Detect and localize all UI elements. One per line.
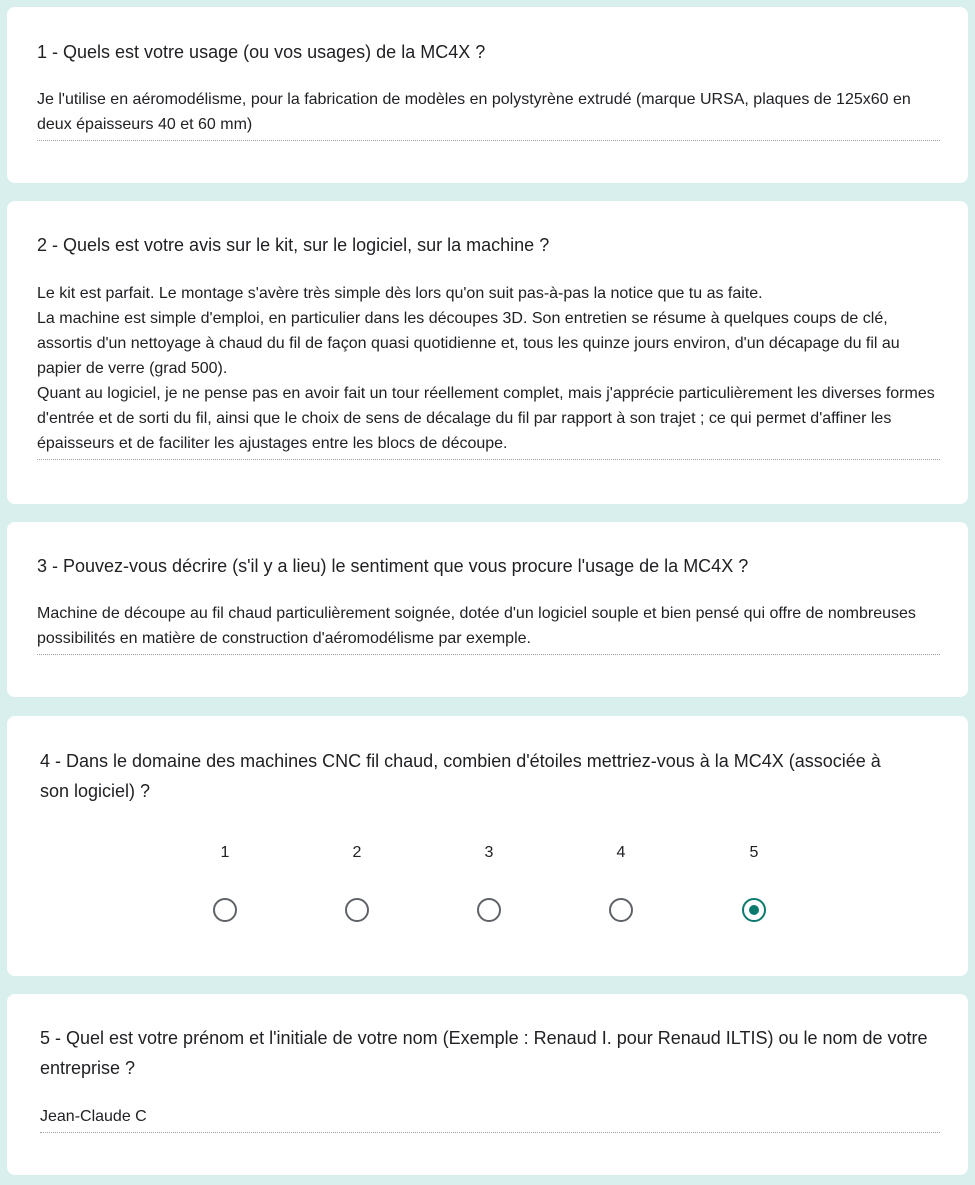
question-card-2 — [7, 201, 968, 504]
question-card-4 — [7, 716, 968, 976]
question-title-3: 3 - Pouvez-vous décrire (s'il y a lieu) le sentiment que vous procure l'usage de la MC4X ? — [37, 556, 749, 576]
question-title-2: 2 - Quels est votre avis sur le kit, sur le logiciel, sur la machine ? — [37, 235, 550, 255]
question-card-5 — [7, 994, 968, 1175]
answer-text-5: Jean-Claude C — [40, 1104, 940, 1133]
scale-radio-4[interactable] — [609, 898, 633, 922]
answer-text-1: Je l'utilise en aéromodélisme, pour la fabrication de modèles en polystyrène extrudé (marque URSA, plaques de 125x60 en deux épaisseurs 40 et 60 mm) — [37, 87, 940, 141]
scale-label-3: 3 — [484, 844, 494, 861]
scale-radio-2[interactable] — [345, 898, 369, 922]
question-card-1 — [7, 7, 968, 183]
scale-radio-5[interactable] — [742, 898, 766, 922]
linear-scale-labels — [7, 838, 968, 868]
linear-scale-radios — [7, 896, 968, 926]
scale-label-2: 2 — [352, 844, 362, 861]
answer-text-3: Machine de découpe au fil chaud particulièrement soignée, dotée d'un logiciel souple et bien pensé qui offre de nombreuses possibilités en matière de construction d'aéromodélisme par exemple. — [37, 601, 940, 655]
scale-label-1: 1 — [220, 844, 230, 861]
scale-radio-3[interactable] — [477, 898, 501, 922]
answer-text-2: Le kit est parfait. Le montage s'avère très simple dès lors qu'on suit pas-à-pas la notice que tu as faite. La machine est simple d'emploi, en particulier dans les découpes 3D. Son entretien se résume à quelques coups de clé, assortis d'un nettoyage à chaud du fil de façon quasi quotidienne et, tous les quinze jours environ, d'un décapage du fil au papier de verre (grad 500). Quant au logiciel, je ne pense pas en avoir fait un tour réellement complet, mais j'apprécie particulièrement les diverses formes d'entrée et de sorti du fil, ainsi que le choix de sens de décalage du fil par rapport à son trajet ; ce qui permet d'affiner les épaisseurs et de faciliter les ajustages entre les blocs de découpe. — [37, 281, 940, 460]
scale-radio-1[interactable] — [213, 898, 237, 922]
question-title-4: 4 - Dans le domaine des machines CNC fil chaud, combien d'étoiles mettriez-vous à la MC4X (associée à son logiciel) ? — [40, 751, 881, 801]
scale-label-5: 5 — [749, 844, 759, 861]
scale-label-4: 4 — [616, 844, 626, 861]
question-title-5: 5 - Quel est votre prénom et l'initiale de votre nom (Exemple : Renaud I. pour Renaud ILTIS) ou le nom de votre entreprise ? — [40, 1028, 928, 1078]
question-title-1: 1 - Quels est votre usage (ou vos usages) de la MC4X ? — [37, 42, 486, 62]
question-card-3 — [7, 522, 968, 697]
